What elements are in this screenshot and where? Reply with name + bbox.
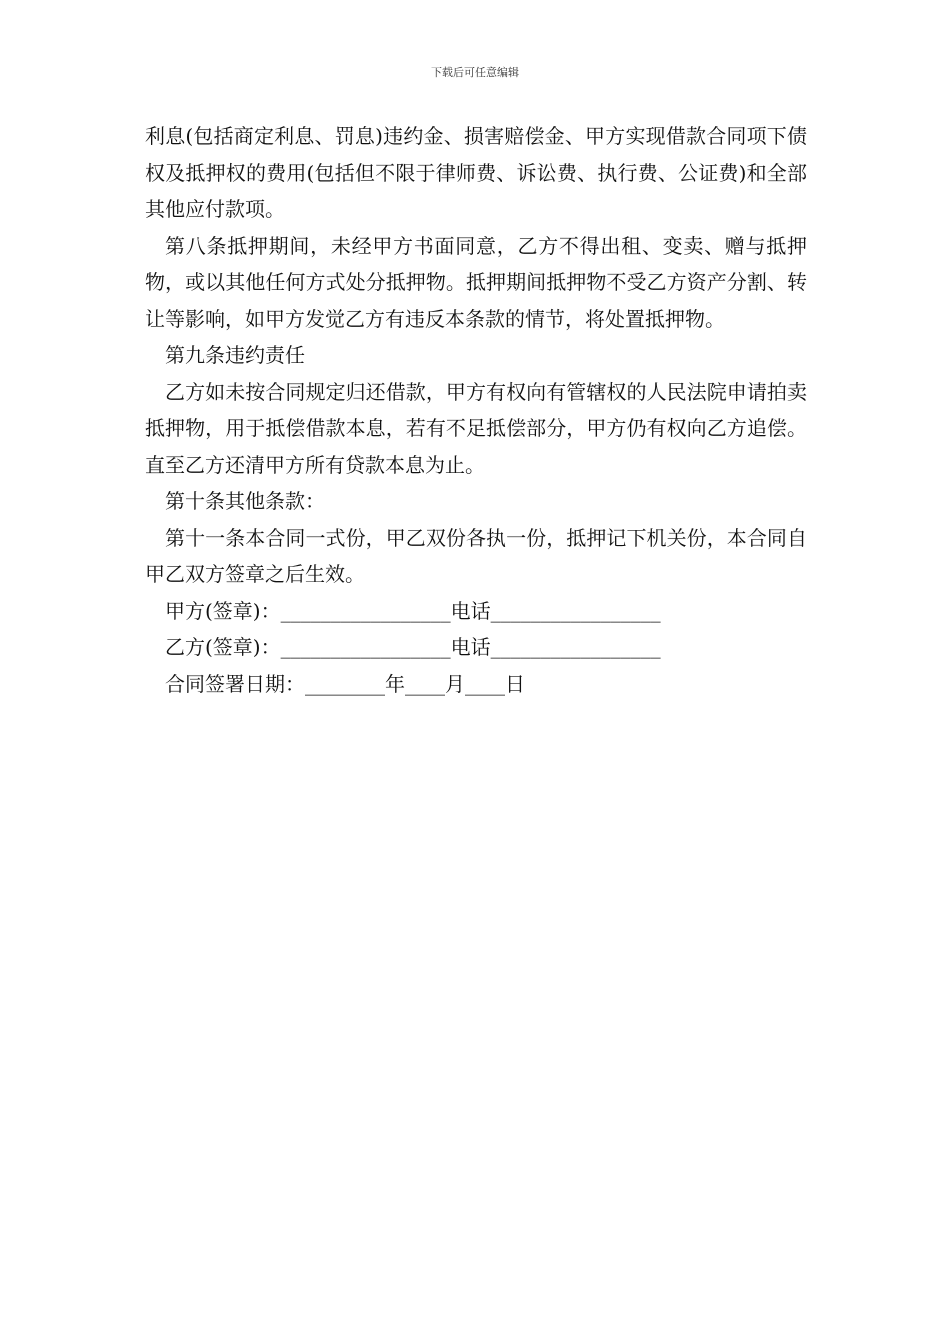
signing-date-line: 合同签署日期：________年____月____日 <box>165 671 525 696</box>
signature-line-party-b: 乙方(签章)：_________________电话_________________ <box>165 635 661 659</box>
signature-line-party-a: 甲方(签章)：_________________电话_________________ <box>165 598 661 623</box>
paragraph-article-11: 第十一条本合同一式份，甲乙双份各执一份，抵押记下机关份，本合同自甲乙双方签章之后生效。 <box>145 525 807 586</box>
paragraph-breach-liability: 乙方如未按合同规定归还借款，甲方有权向有管辖权的人民法院申请拍卖抵押物，用于抵偿借款本息，若有不足抵偿部分，甲方仍有权向乙方追偿。直至乙方还清甲方所有贷款本息为止。 <box>145 379 807 477</box>
page-header: 下载后可任意编辑 <box>431 66 519 79</box>
heading-article-9: 第九条违约责任 <box>165 343 305 367</box>
document-body <box>145 118 807 702</box>
heading-article-10: 第十条其他条款： <box>165 489 325 513</box>
paragraph-article-8: 第八条抵押期间，未经甲方书面同意，乙方不得出租、变卖、赠与抵押物，或以其他任何方式处分抵押物。抵押期间抵押物不受乙方资产分割、转让等影响，如甲方发觉乙方有违反本条款的情节，将处置抵押物。 <box>145 233 807 331</box>
paragraph-interest-fees: 利息(包括商定利息、罚息)违约金、损害赔偿金、甲方实现借款合同项下债权及抵押权的费用(包括但不限于律师费、诉讼费、执行费、公证费)和全部其他应付款项。 <box>145 124 807 221</box>
